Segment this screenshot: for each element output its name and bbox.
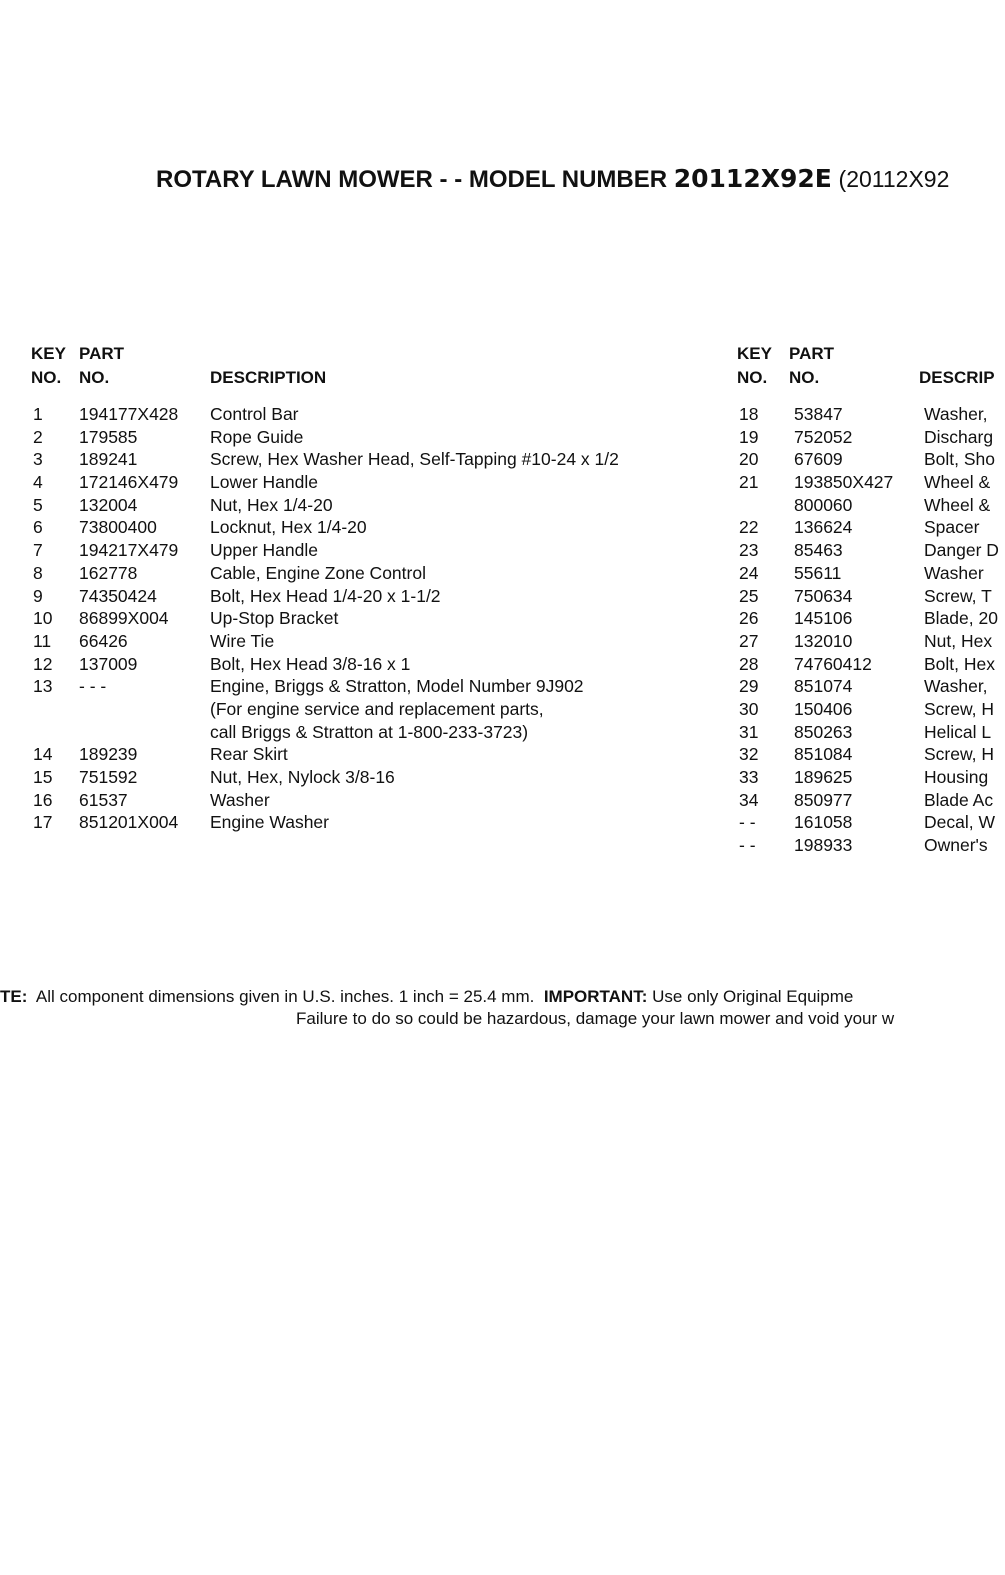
parts-row [739,743,1005,766]
part-number: 189625 [794,767,853,787]
parts-row [739,721,1005,744]
part-number: 751592 [79,767,138,787]
key-number: 10 [33,608,53,629]
part-description: Engine Washer [210,812,329,833]
key-number: 5 [33,494,43,515]
key-number: 27 [739,630,759,651]
key-number: 33 [739,767,759,787]
parts-row [739,789,1005,812]
left-header-key-line2: NO. [31,368,62,387]
parts-row [739,698,1005,721]
part-number: 132010 [794,630,853,651]
left-header-part-line1: PART [79,344,125,363]
parts-row [739,471,1005,494]
part-number: 67609 [794,449,843,470]
part-number: 61537 [79,789,128,810]
page-title [156,164,1005,195]
part-number: 198933 [794,835,853,856]
part-description: Spacer [924,517,980,538]
part-number: 850263 [794,721,853,742]
key-number: 23 [739,540,759,561]
key-number: 8 [33,562,43,583]
key-number: 9 [33,585,43,606]
right-header-key-line1: KEY [737,344,772,363]
part-description: Helical L [924,721,992,742]
parts-row [739,494,1005,517]
parts-row [739,766,1005,789]
key-number: 20 [739,449,759,470]
part-description: Nut, Hex [924,630,993,651]
part-description: Lower Handle [210,472,318,493]
parts-row [33,539,713,562]
left-header-description: DESCRIPTION [210,368,327,387]
key-number: 13 [33,676,53,697]
note-important-text: Use only Original Equipme [652,987,854,1006]
left-header-part-line2: NO. [79,368,110,387]
part-description: Nut, Hex 1/4-20 [210,494,333,515]
key-number: 16 [33,789,53,810]
parts-row [739,585,1005,608]
right-header-part-line1: PART [789,344,835,363]
part-description: Screw, Hex Washer Head, Self-Tapping #10-24 x 1/2 [210,449,619,470]
parts-row [33,675,713,698]
part-number: 136624 [794,517,853,538]
part-description: call Briggs & Stratton at 1-800-233-3723) [210,721,529,742]
part-description: Engine, Briggs & Stratton, Model Number 9J902 [210,676,584,697]
parts-row [33,630,713,653]
key-number: 32 [739,744,759,765]
right-header-key-line2: NO. [737,368,768,387]
part-description: Blade, 20 [924,608,998,629]
parts-row [33,811,713,834]
part-description: Screw, H [924,744,995,765]
part-number: 137009 [79,653,138,674]
part-description: Nut, Hex, Nylock 3/8-16 [210,767,395,787]
part-number: 85463 [794,540,843,561]
key-number: - - [739,812,756,833]
key-number: - - [739,835,756,856]
part-description: Bolt, Sho [924,449,996,470]
part-number: 86899X004 [79,608,169,629]
part-description: Wheel & [924,494,991,515]
key-number: 26 [739,608,759,629]
parts-row [33,698,713,721]
part-number: 800060 [794,494,853,515]
footer-note-line2: Failure to do so could be hazardous, damage your lawn mower and void your w [296,1009,895,1028]
part-number: 73800400 [79,517,157,538]
parts-row [33,743,713,766]
key-number: 19 [739,426,759,447]
part-description: Bolt, Hex [924,653,995,674]
parts-row [33,494,713,517]
parts-row [739,653,1005,676]
part-description: Housing [924,767,989,787]
parts-row [33,789,713,812]
parts-row [739,562,1005,585]
parts-row [33,448,713,471]
part-number: 851201X004 [79,812,179,833]
key-number: 14 [33,744,53,765]
parts-row [33,607,713,630]
part-number: 161058 [794,812,853,833]
part-description: Bolt, Hex Head 3/8-16 x 1 [210,653,411,674]
key-number: 1 [33,404,43,424]
parts-row [739,426,1005,449]
parts-row [33,562,713,585]
part-description: Washer [924,562,984,583]
key-number: 21 [739,472,759,493]
key-number: 29 [739,676,759,697]
model-number-alt: (20112X92 [838,166,950,192]
part-number: 194177X428 [79,404,179,424]
parts-row [739,539,1005,562]
part-number: 132004 [79,494,138,515]
part-description: (For engine service and replacement parts, [210,698,544,719]
parts-row [739,675,1005,698]
key-number: 24 [739,562,759,583]
key-number: 18 [739,404,759,424]
part-description: Blade Ac [924,789,994,810]
note-important-label: IMPORTANT: [543,987,648,1006]
part-number: 74350424 [79,585,157,606]
parts-row [739,630,1005,653]
parts-row [739,811,1005,834]
parts-row [33,585,713,608]
part-description: Up-Stop Bracket [210,608,339,629]
key-number: 15 [33,767,53,787]
parts-row [33,766,713,789]
title-prefix: ROTARY LAWN MOWER - - MODEL NUMBER [156,166,668,193]
note-label: TE: [0,987,28,1006]
key-number: 4 [33,472,43,493]
key-number: 31 [739,721,759,742]
part-description: Decal, W [924,812,995,833]
part-number: 66426 [79,630,128,651]
part-number: 193850X427 [794,472,894,493]
part-description: Control Bar [210,404,299,424]
model-number: 20112X92E [673,164,832,193]
part-number: 189239 [79,744,138,765]
parts-row [33,516,713,539]
parts-row [739,834,1005,857]
parts-row [739,516,1005,539]
parts-row [33,471,713,494]
part-description: Bolt, Hex Head 1/4-20 x 1-1/2 [210,585,441,606]
key-number: 17 [33,812,53,833]
note-dimensions-text: All component dimensions given in U.S. inches. 1 inch = 25.4 mm. [35,987,535,1006]
part-number: 850977 [794,789,853,810]
parts-row [739,607,1005,630]
key-number: 28 [739,653,759,674]
part-number: 851074 [794,676,853,697]
key-number: 3 [33,449,43,470]
part-description: Washer, [924,404,988,424]
part-description: Wheel & [924,472,991,493]
part-number: 851084 [794,744,853,765]
part-number: 172146X479 [79,472,179,493]
part-number: 162778 [79,562,138,583]
parts-row [33,721,713,744]
part-description: Wire Tie [210,630,275,651]
left-parts-list [33,403,713,834]
part-description: Cable, Engine Zone Control [210,562,426,583]
part-description: Washer [210,789,270,810]
part-number: 179585 [79,426,138,447]
part-number: 752052 [794,426,853,447]
part-number: 189241 [79,449,138,470]
part-number: 150406 [794,698,853,719]
part-description: Owner's [924,835,988,856]
part-description: Discharg [924,426,994,447]
footer-note-line1 [0,986,853,1008]
part-number: 74760412 [794,653,872,674]
key-number: 2 [33,426,43,447]
part-number: 145106 [794,608,853,629]
key-number: 6 [33,517,43,538]
part-description: Rope Guide [210,426,304,447]
part-number: 55611 [794,562,842,583]
parts-row [33,403,713,426]
part-description: Screw, T [924,585,992,606]
part-description: Upper Handle [210,540,318,561]
right-parts-list [739,403,1005,857]
key-number: 12 [33,653,53,674]
parts-row [33,426,713,449]
key-number: 22 [739,517,759,538]
part-description: Screw, H [924,698,995,719]
part-number: 53847 [794,404,843,424]
key-number: 11 [33,630,52,651]
left-header-key-line1: KEY [31,344,66,363]
right-header-description: DESCRIP [919,368,995,387]
key-number: 7 [33,540,43,561]
right-header-part-line2: NO. [789,368,820,387]
part-description: Locknut, Hex 1/4-20 [210,517,367,538]
parts-row [33,653,713,676]
part-number: 194217X479 [79,540,179,561]
parts-row [739,448,1005,471]
part-description: Rear Skirt [210,744,288,765]
key-number: 30 [739,698,759,719]
part-description: Washer, [924,676,988,697]
key-number: 34 [739,789,759,810]
parts-row [739,403,1005,426]
part-description: Danger D [924,540,999,561]
part-number: 750634 [794,585,853,606]
key-number: 25 [739,585,759,606]
part-number: - - - [79,676,107,697]
